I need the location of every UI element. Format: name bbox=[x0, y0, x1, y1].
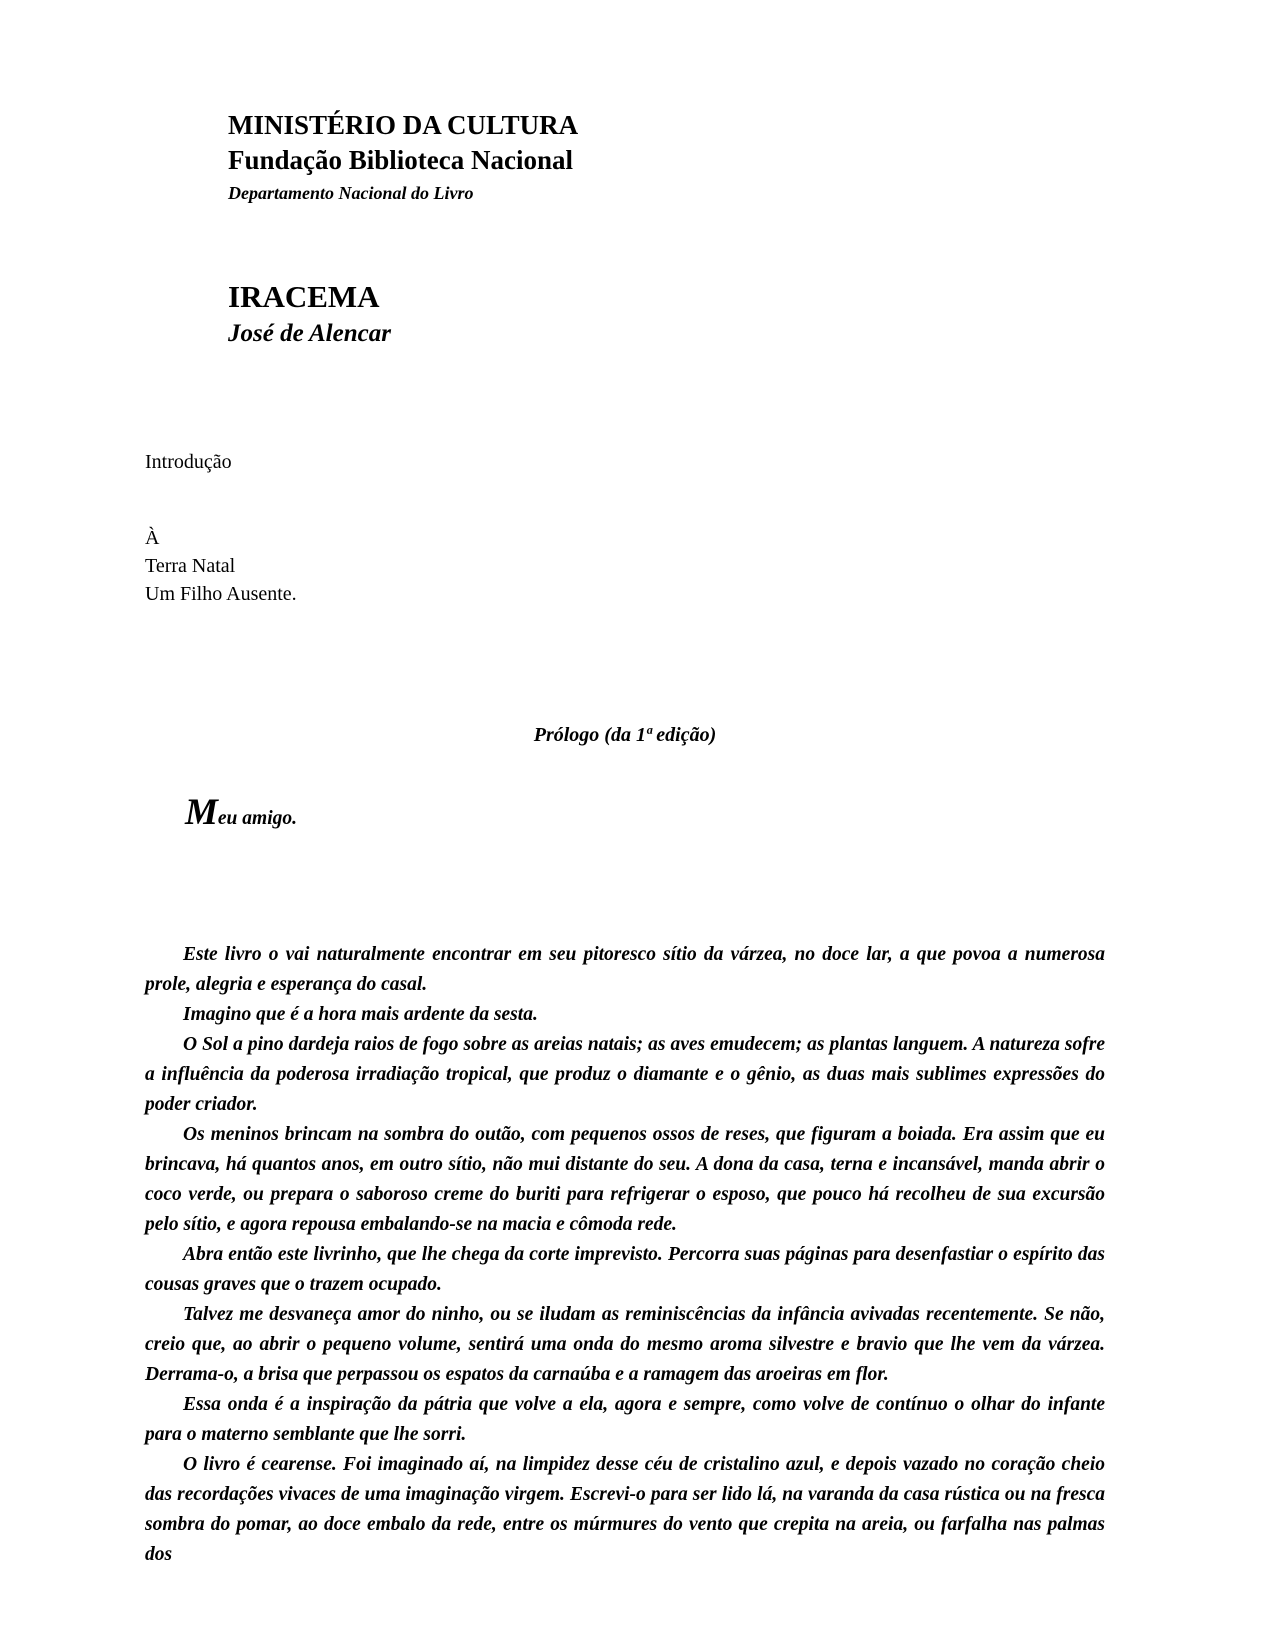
author-name: José de Alencar bbox=[228, 320, 391, 347]
book-title: IRACEMA bbox=[228, 279, 380, 314]
prologue-heading: Prólogo (da 1ª edição) bbox=[533, 724, 717, 746]
paragraph-4: Os meninos brincam na sombra do outão, com pequenos ossos de reses, que figuram a boiada. Era assim que eu brincava, há quantos anos, em outro sítio, não mui distante do seu. A dona da casa, terna e incansável, manda abrir o coco verde, ou prepara o saboroso creme do buriti para refrigerar o esposo, que pouco há recolheu de sua excursão pelo sítio, e agora repousa embalando-se na macia e cômoda rede. bbox=[145, 1124, 1105, 1235]
salutation-rest: eu amigo. bbox=[217, 808, 297, 829]
ministry-name: MINISTÉRIO DA CULTURA bbox=[228, 110, 579, 140]
letterhead bbox=[228, 108, 578, 204]
prologue-body bbox=[145, 940, 1105, 1570]
dedication-line-2: Terra Natal bbox=[145, 555, 236, 577]
paragraph-2: Imagino que é a hora mais ardente da sesta. bbox=[183, 1004, 538, 1025]
salutation bbox=[185, 792, 297, 836]
dedication-line-3: Um Filho Ausente. bbox=[145, 583, 297, 605]
paragraph-5: Abra então este livrinho, que lhe chega da corte imprevisto. Percorra suas páginas para desenfastiar o espírito das cousas graves que o trazem ocupado. bbox=[145, 1244, 1105, 1295]
title-block bbox=[228, 281, 391, 349]
salutation-initial: M bbox=[185, 792, 218, 833]
paragraph-1: Este livro o vai naturalmente encontrar em seu pitoresco sítio da várzea, no doce lar, a que povoa a numerosa prole, alegria e esperança do casal. bbox=[145, 944, 1105, 995]
section-label-introducao: Introdução bbox=[145, 451, 232, 473]
dedication-line-1: À bbox=[145, 527, 160, 549]
department-name: Departamento Nacional do Livro bbox=[228, 183, 474, 203]
paragraph-8: O livro é cearense. Foi imaginado aí, na limpidez desse céu de cristalino azul, e depois vazado no coração cheio das recordações vivaces de uma imaginação virgem. Escrevi-o para ser lido lá, na varanda da casa rústica ou na fresca sombra do pomar, ao doce embalo da rede, entre os múrmures do vento que crepita na areia, ou farfalha nas palmas dos bbox=[145, 1454, 1105, 1565]
foundation-name: Fundação Biblioteca Nacional bbox=[228, 145, 574, 175]
dedication bbox=[145, 524, 297, 608]
paragraph-3: O Sol a pino dardeja raios de fogo sobre as areias natais; as aves emudecem; as plantas languem. A natureza sofre a influência da poderosa irradiação tropical, que produz o diamante e o gênio, as duas mais sublimes expressões do poder criador. bbox=[145, 1034, 1105, 1115]
paragraph-6: Talvez me desvaneça amor do ninho, ou se iludam as reminiscências da infância avivadas recentemente. Se não, creio que, ao abrir o pequeno volume, sentirá uma onda do mesmo aroma silvestre e bravio que lhe vem da várzea. Derrama-o, a brisa que perpassou os espatos da carnaúba e a ramagem das aroeiras em flor. bbox=[145, 1304, 1105, 1385]
paragraph-7: Essa onda é a inspiração da pátria que volve a ela, agora e sempre, como volve de contínuo o olhar do infante para o materno semblante que lhe sorri. bbox=[145, 1394, 1105, 1445]
